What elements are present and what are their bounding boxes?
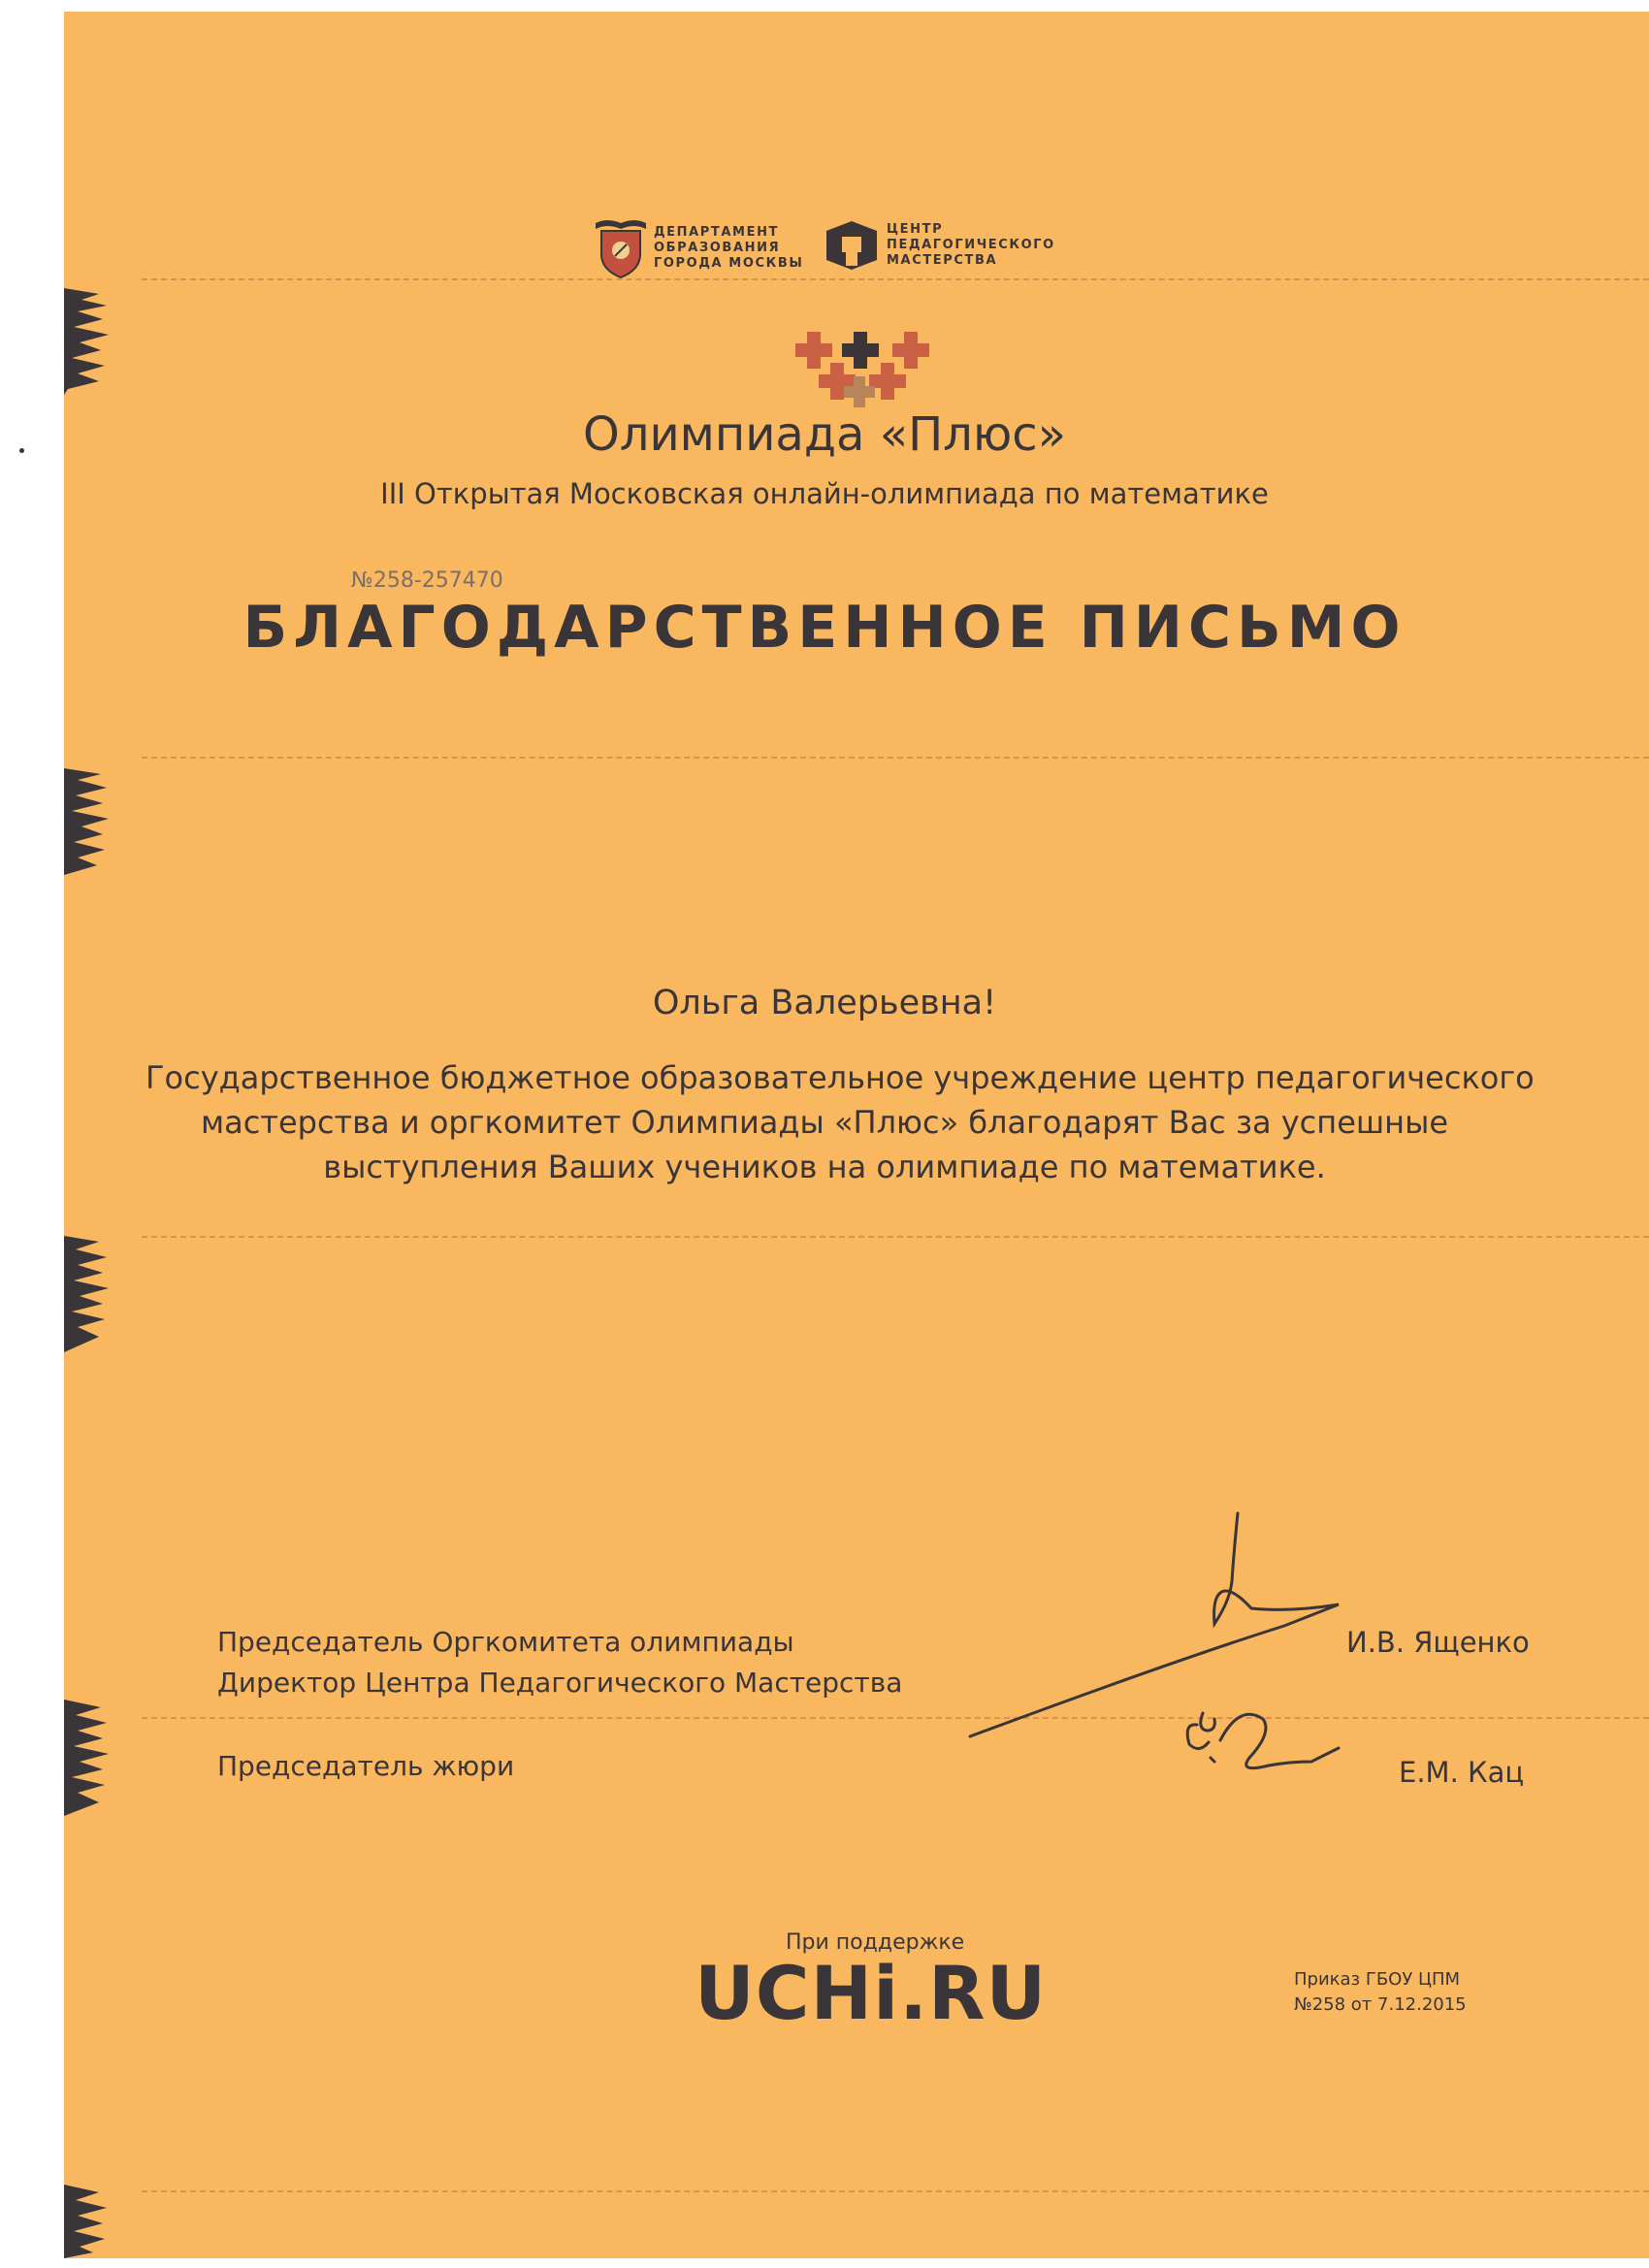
scan-line xyxy=(142,757,1649,759)
olympiad-title: Олимпиада «Плюс» xyxy=(582,407,1067,462)
center-line: ЦЕНТР xyxy=(887,222,944,237)
department-logo xyxy=(594,217,803,279)
department-line: ДЕПАРТАМЕНТ xyxy=(654,225,780,240)
handwritten-signatures xyxy=(960,1504,1368,1814)
scan-line xyxy=(142,278,1649,280)
chair-title: Председатель Оргкомитета олимпиады xyxy=(217,1626,794,1658)
support-label: При поддержке xyxy=(786,1930,965,1955)
department-line: ГОРОДА МОСКВЫ xyxy=(654,256,804,271)
body-line: мастерства и оргкомитет Олимпиады «Плюс» благодарят Вас за успешные xyxy=(200,1104,1449,1141)
letter-body xyxy=(146,1055,1535,1189)
edge-marks xyxy=(64,288,111,395)
edge-marks xyxy=(64,2185,111,2258)
jury-title: Председатель жюри xyxy=(217,1750,515,1782)
plus-crosses-icon xyxy=(784,330,943,411)
center-logo xyxy=(823,217,1055,274)
center-line: МАСТЕРСТВА xyxy=(887,253,998,268)
scan-line xyxy=(142,1236,1649,1238)
letter-heading: БЛАГОДАРСТВЕННОЕ ПИСЬМО xyxy=(242,594,1406,662)
body-line: Государственное бюджетное образовательное учреждение центр педагогического xyxy=(146,1059,1535,1096)
director-title: Директор Центра Педагогического Мастерства xyxy=(217,1667,903,1699)
order-reference xyxy=(1294,1967,1467,2018)
order-line: №258 от 7.12.2015 xyxy=(1294,1994,1467,2015)
edge-marks xyxy=(64,1700,111,1816)
department-line: ОБРАЗОВАНИЯ xyxy=(654,241,781,255)
jury-name: Е.М. Кац xyxy=(1399,1756,1525,1789)
scan-line xyxy=(142,2190,1649,2192)
edge-marks xyxy=(64,768,111,875)
scan-line xyxy=(142,1717,1649,1719)
greeting: Ольга Валерьевна! xyxy=(652,984,997,1022)
edge-marks xyxy=(64,1236,111,1352)
olympiad-subtitle: III Открытая Московская онлайн-олимпиада по математике xyxy=(380,477,1269,510)
order-line: Приказ ГБОУ ЦПМ xyxy=(1294,1969,1461,1990)
letter-number: №258-257470 xyxy=(351,568,503,593)
cpm-cube-icon xyxy=(823,217,881,274)
center-line: ПЕДАГОГИЧЕСКОГО xyxy=(887,238,1055,252)
moscow-emblem-icon xyxy=(594,217,648,279)
sponsor-logo: UCHi.RU xyxy=(695,1950,1048,2036)
body-line: выступления Ваших учеников на олимпиаде по математике. xyxy=(323,1149,1326,1185)
chair-name: И.В. Ященко xyxy=(1346,1626,1530,1659)
